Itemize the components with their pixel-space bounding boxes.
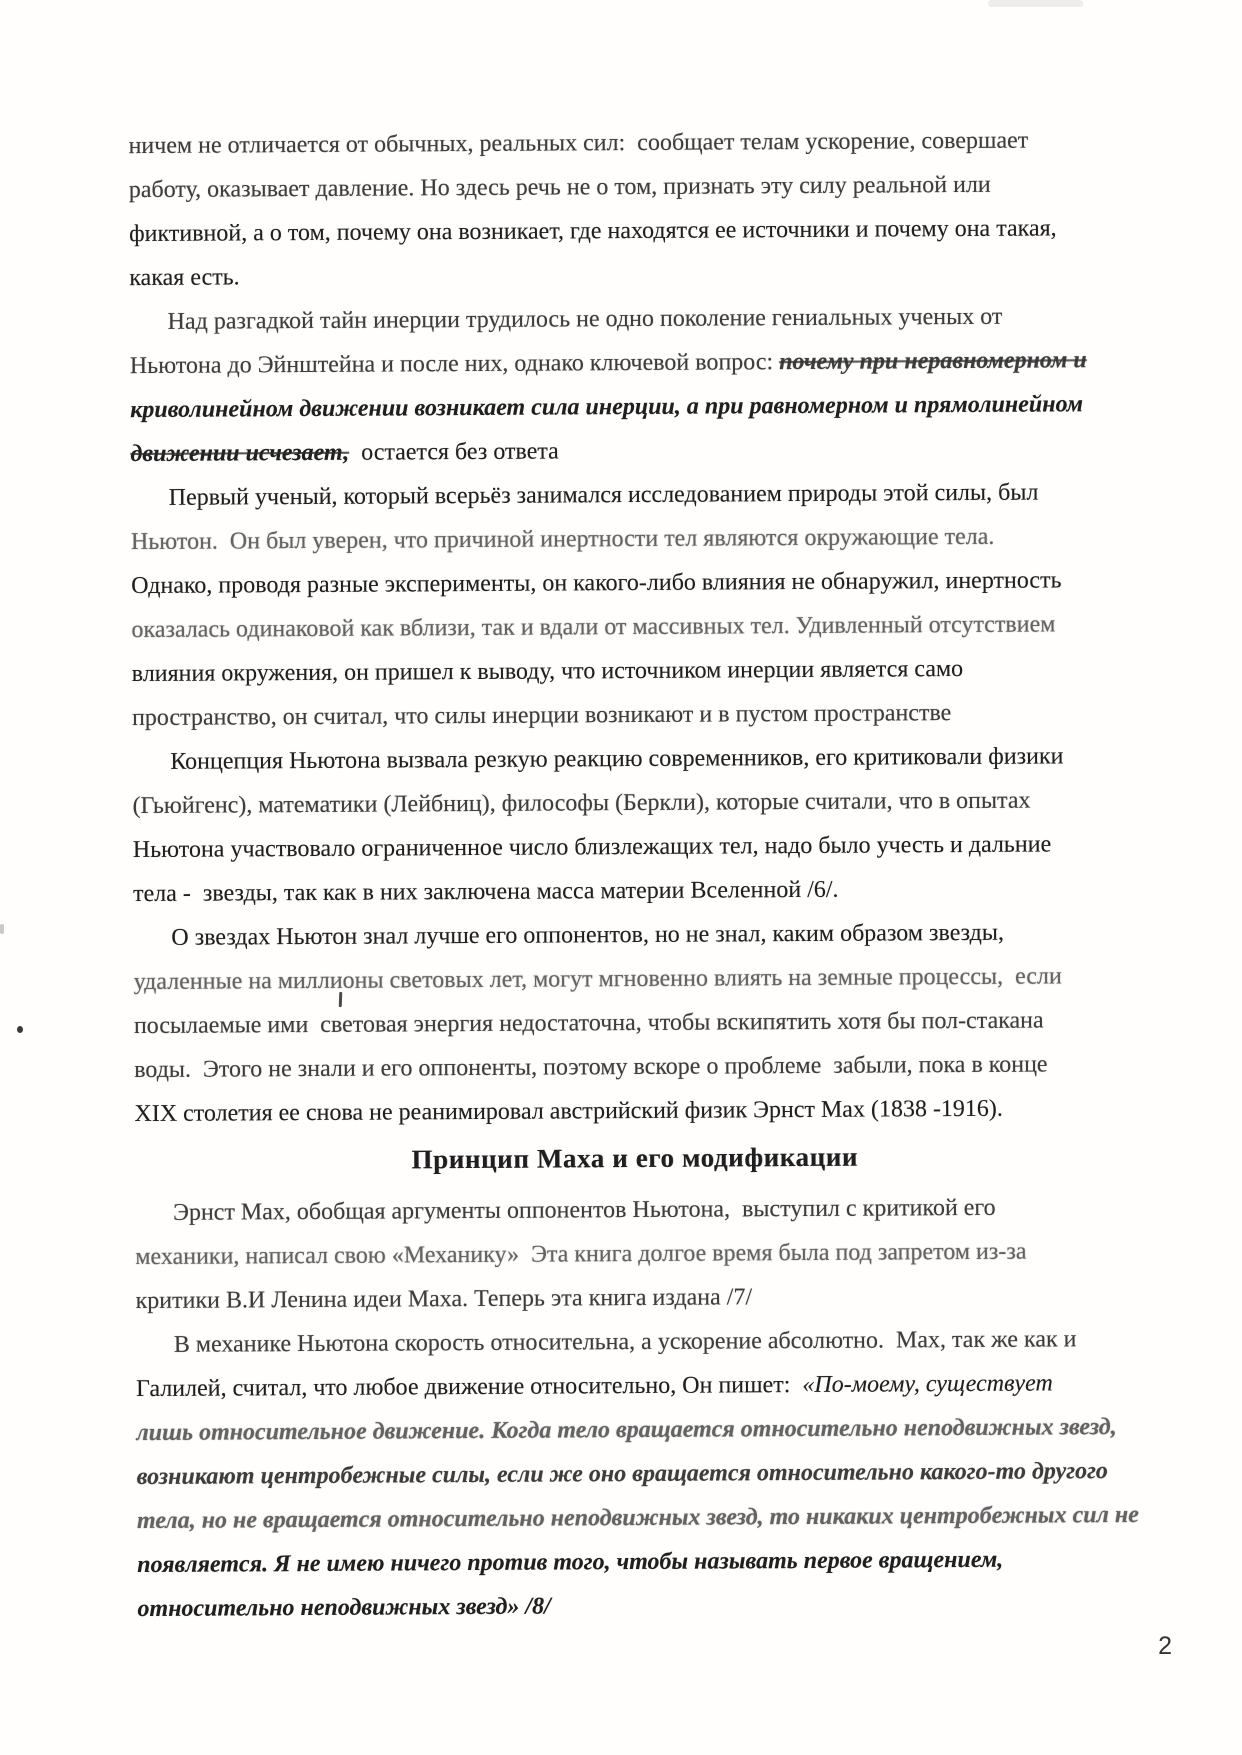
text-segment: (Гьюйгенс), математики (Лейбниц), философы (Беркли), которые считали, что в опытах [132,787,1031,820]
text-line [132,690,1132,740]
text-line [131,602,1131,652]
text-segment: фиктивной, а о том, почему она возникает, где находятся ее источники и почему она такая, [128,215,1057,248]
text-segment: Над разгадкой тайн инерции трудилось не одно поколение гениальных ученых от [167,303,1003,335]
text-segment: критики В.И Ленина идеи Маха. Теперь эта книга издана /7/ [135,1284,753,1315]
text-segment: появляется. Я не имею ничего против того, чтобы называть первое вращением, [137,1546,1004,1579]
text-segment: Галилей, считал, что любое движение относительно, Он пишет: [136,1371,803,1403]
text-segment: XIX столетия ее снова не реанимировал австрийский физик Эрнст Мах (1838 -1916). [134,1095,1003,1128]
scan-smudge-artifact [988,0,1083,7]
text-line [136,1361,1136,1411]
text-line [132,646,1132,696]
text-line [133,822,1133,872]
text-line [136,1405,1136,1455]
text-line [133,910,1133,960]
text-segment: тела, но не вращается относительно неподвижных звезд, то никаких центробежных сил не [136,1501,1139,1535]
text-segment: движении исчезает, [130,439,350,468]
text-segment: Принцип Маха и его модификации [411,1141,859,1175]
text-segment: Однако, проводя разные эксперименты, он какого-либо влияния не обнаружил, инертность [131,567,1062,600]
text-segment: Эрнст Мах, обобщая аргументы оппонентов Ньютона, выступил с критикой его [172,1194,996,1226]
text-line [132,734,1132,784]
text-line [131,558,1131,608]
text-line [130,338,1130,388]
text-line [133,866,1133,916]
text-line [134,1086,1134,1136]
page-number: 2 [1158,1632,1172,1660]
text-segment: Ньютона до Эйнштейна и после них, однако ключевой вопрос: [129,349,780,380]
text-segment: механики, написал свою «Механику» Эта книга долгое время была под запретом из-за [135,1238,1027,1271]
text-segment: влияния окружения, он пришел к выводу, что источником инерции является само [131,655,964,688]
text-line [135,1229,1135,1279]
text-line [137,1449,1137,1499]
text-segment: почему при неравномерном и [779,347,1087,376]
text-segment: криволинейном движении возникает сила инерции, а при равномерном и прямолинейном [130,391,1084,424]
text-line [128,118,1128,168]
text-line [130,426,1130,476]
text-line [129,162,1129,212]
text-line [135,1185,1135,1235]
text-segment: «По-моему, существует [802,1370,1053,1398]
scan-margin-mark [0,924,4,934]
text-segment: О звездах Ньютон знал лучше его оппонентов, но не знал, каким образом звезды, [171,919,1005,951]
text-line [131,514,1131,564]
text-segment: Ньютон. Он был уверен, что причиной инертности тел являются окружающие тела. [130,523,995,556]
text-line [137,1581,1137,1631]
document-body [128,118,1137,1631]
text-line [136,1317,1136,1367]
text-line [137,1493,1137,1543]
text-segment: посылаемые ими световая энергия недостаточна, чтобы вскипятить хотя бы пол-стакана [133,1007,1044,1040]
text-line [137,1537,1137,1587]
text-segment: Первый ученый, который всерьёз занимался исследованием природы этой силы, был [168,479,1039,511]
text-segment: относительно неподвижных звезд» /8/ [137,1593,551,1623]
section-heading [135,1130,1135,1191]
text-segment: оказалась одинаковой как вблизи, так и вдали от массивных тел. Удивленный отсутствием [131,611,1056,644]
text-segment: Концепция Ньютона вызвала резкую реакцию современников, его критиковали физики [170,743,1064,775]
text-segment: работу, оказывает давление. Но здесь речь не о том, признать эту силу реальной или [128,171,991,204]
text-segment: В механике Ньютона скорость относительна, а ускорение абсолютно. Мах, так же как и [173,1326,1077,1358]
text-segment: Ньютона участвовало ограниченное число близлежащих тел, надо было учесть и дальние [132,831,1052,864]
text-line [129,294,1129,344]
text-segment: пространство, он считал, что силы инерции возникают и в пустом пространстве [131,700,952,732]
text-segment: тела - звезды, так как в них заключена масса материи Вселенной /6/. [133,876,839,908]
scan-margin-dot [17,1026,23,1033]
text-segment: лишь относительное движение. Когда тело вращается относительно неподвижных звезд, [136,1414,1117,1447]
text-segment: возникают центробежные силы, если же оно вращается относительно какого-то другого [136,1458,1108,1491]
text-line [129,250,1129,300]
text-segment: какая есть. [129,264,240,292]
text-line [134,1042,1134,1092]
text-segment: воды. Этого не знали и его оппоненты, поэтому вскоре о проблеме забыли, пока в конце [134,1051,1048,1084]
text-line [132,778,1132,828]
text-line [134,998,1134,1048]
text-segment: ничем не отличается от обычных, реальных сил: сообщает телам ускорение, совершает [128,127,1029,160]
text-line [129,206,1129,256]
text-segment: удаленные на миллионы световых лет, могут мгновенно влиять на земные процессы, если [133,963,1062,996]
text-segment: остается без ответа [349,438,559,466]
text-line [134,954,1134,1004]
text-line [135,1273,1135,1323]
text-line [131,470,1131,520]
text-line [130,382,1130,432]
